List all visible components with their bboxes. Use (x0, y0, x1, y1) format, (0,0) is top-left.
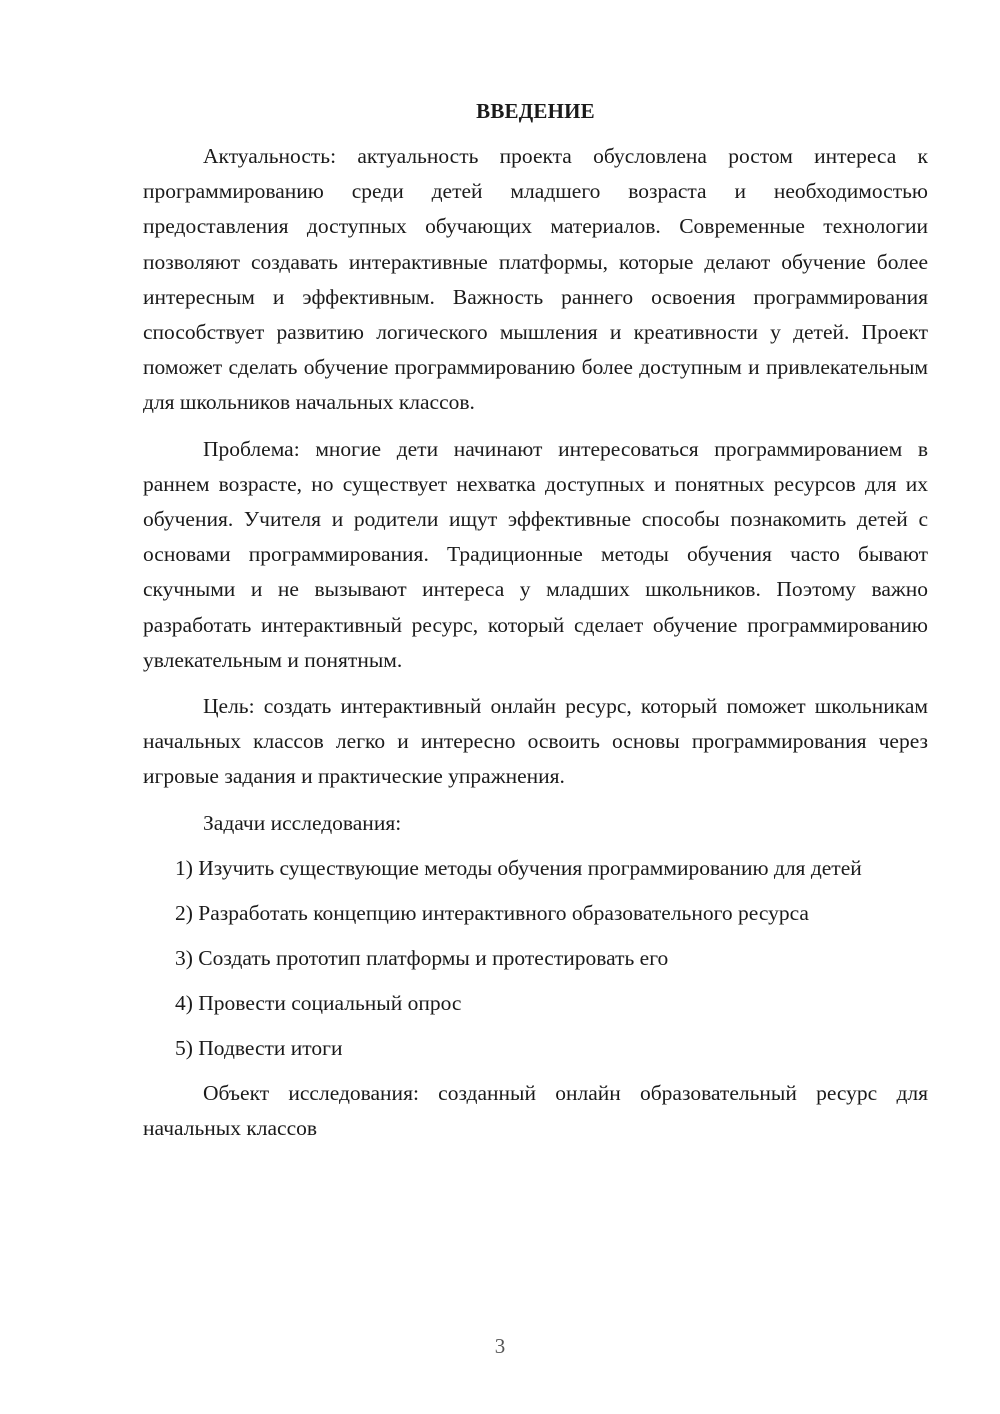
paragraph-goal: Цель: создать интерактивный онлайн ресурс, который поможет школьникам начальных классов легко и интересно освоить основы программирования через игровые задания и практические упражнения. (143, 694, 928, 789)
page-number: 3 (494, 1334, 506, 1358)
task-item: 1) Изучить существующие методы обучения программированию для детей (175, 855, 862, 880)
paragraph-relevance: Актуальность: актуальность проекта обусловлена ростом интереса к программированию среди детей младшего возраста и необходимостью предоставления доступных обучающих материалов. Современные технологии позволяют создавать интерактивные платформы, которые делают обучение более интересным и эффективным. Важность раннего освоения программирования способствует развитию логического мышления и креативности у детей. Проект поможет сделать обучение программированию более доступным и привлекательным для школьников начальных классов. (143, 144, 928, 415)
section-heading: ВВЕДЕНИЕ (476, 99, 595, 123)
task-item: 2) Разработать концепцию интерактивного образовательного ресурса (175, 900, 809, 925)
page-content (143, 94, 928, 1146)
task-item: 3) Создать прототип платформы и протестировать его (175, 945, 669, 970)
task-item: 5) Подвести итоги (175, 1035, 343, 1060)
tasks-heading: Задачи исследования: (203, 810, 402, 835)
paragraph-problem: Проблема: многие дети начинают интересоваться программированием в раннем возрасте, но существует нехватка доступных и понятных ресурсов для их обучения. Учителя и родители ищут эффективные способы познакомить детей с основами программирования. Традиционные методы обучения часто бывают скучными и не вызывают интереса у младших школьников. Поэтому важно разработать интерактивный ресурс, который сделает обучение программированию увлекательным и понятным. (143, 436, 928, 672)
paragraph-object: Объект исследования: созданный онлайн образовательный ресурс для начальных классов (143, 1080, 928, 1140)
task-item: 4) Провести социальный опрос (175, 990, 462, 1015)
